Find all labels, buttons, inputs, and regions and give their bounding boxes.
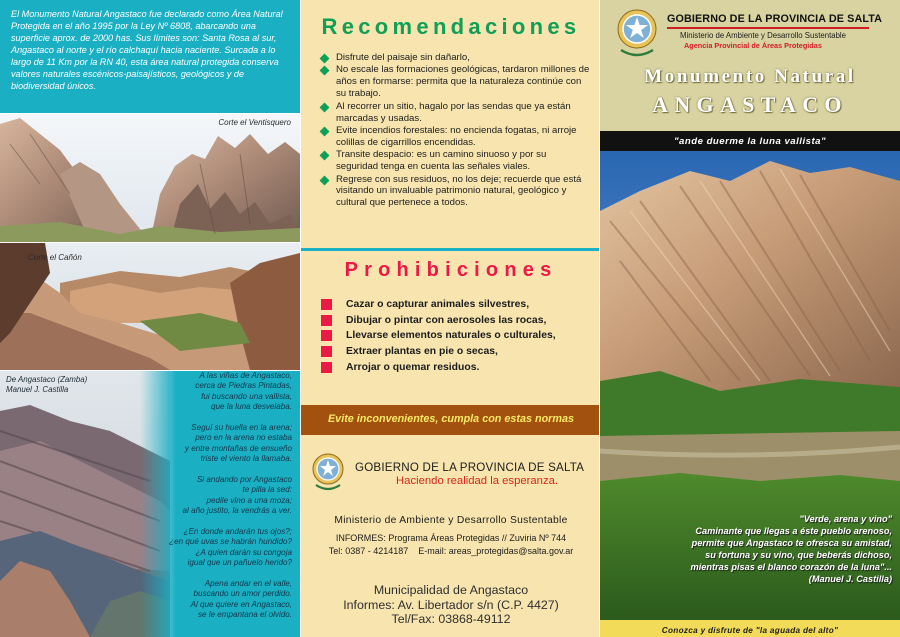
cover-footer-text: Conozca y disfrute de "la aguada del alto" — [661, 626, 839, 635]
intro-box — [0, 0, 300, 113]
verse-line: Caminante que llegas a éste pueblo arenoso, — [695, 526, 892, 537]
list-item — [321, 64, 591, 100]
list-item — [321, 360, 591, 376]
rules-banner — [301, 405, 600, 435]
municipality-phone: Tel/Fax: 03868-49112 — [391, 612, 511, 627]
prohibition-text: Extraer plantas en pie o secas, — [346, 346, 498, 358]
recommendation-text: Regrese con sus residuos, no los deje; recuerde que está visitando un invaluable patrimonio natural, geológico y cultural que pertenece a todos. — [336, 173, 582, 209]
municipality-block — [301, 583, 600, 627]
prohibition-text: Llevarse elementos naturales o culturales, — [346, 330, 556, 342]
ministry-name: Ministerio de Ambiente y Desarrollo Sustentable — [680, 31, 846, 40]
poem-line: Si andando por Angastaco — [196, 475, 292, 485]
section-divider — [301, 248, 600, 251]
government-title: GOBIERNO DE LA PROVINCIA DE SALTA — [355, 461, 585, 474]
poem-line: cerca de Piedras Pintadas, — [195, 381, 292, 391]
prohibition-text: Dibujar o pintar con aerosoles las rocas, — [346, 314, 547, 326]
list-item — [321, 52, 591, 64]
poem-line: al año justito, la vendrás a ver. — [182, 506, 292, 516]
tagline: "ande duerme la luna vallista" — [673, 136, 827, 147]
recommendation-text: Transite despacio: es un camino sinuoso y por su seguridad tenga en cuenta las señales viales. — [336, 149, 547, 173]
recommendation-text: Al recorrer un sitio, hagalo por las sendas que ya están marcadas y usadas. — [336, 100, 571, 124]
poem-line: se le empantana el olvido. — [197, 610, 292, 620]
poem-stanza — [142, 475, 292, 517]
green-diamond-bullet-icon — [320, 126, 330, 136]
monument-name: ANGASTACO — [652, 92, 848, 117]
verse-author: (Manuel J. Castilla) — [808, 574, 892, 585]
poem-line: ¿A quien darán su congoja — [195, 547, 292, 557]
government-slogan: Haciendo realidad la esperanza. — [396, 475, 559, 487]
green-diamond-bullet-icon — [320, 66, 330, 76]
red-square-bullet-icon — [321, 330, 332, 341]
list-item — [321, 125, 591, 149]
recommendations-list — [321, 52, 591, 210]
informes-line: INFORMES: Programa Áreas Protegidas // Zuviria Nº 744 — [335, 533, 567, 543]
rock-landscape-illustration — [0, 114, 300, 242]
salta-seal-icon — [311, 451, 345, 495]
government-title: GOBIERNO DE LA PROVINCIA DE SALTA — [667, 13, 883, 25]
poem-line: Apena andar en el valle, — [204, 579, 292, 589]
poem-stanza — [142, 423, 292, 465]
poem-box — [140, 371, 300, 637]
green-diamond-bullet-icon — [320, 175, 330, 185]
verse-line: su fortuna y su vino, que beberás dichoso, — [705, 550, 892, 561]
prohibition-text: Arrojar o quemar residuos. — [346, 361, 480, 373]
red-square-bullet-icon — [321, 362, 332, 373]
poem-line: pero en la arena no estaba — [195, 433, 292, 443]
poem-line: triste el viento la llamaba. — [200, 454, 292, 464]
intro-text: El Monumento Natural Angastaco fue declarado como Área Natural Protegida en el año 1995 por la Ley Nº 6808, abarcando una superficie aprox. de 2000 has. Sus límites son: Santa Rosa al sur, Angastaco al norte y el río calchaquí hacia naciente. Surcada a lo largo de 11 Km por la RN 40, esta área natural protegida conserva valores naturales escénicos-paisajísticos, geológicos y de biodiversidad únicos. — [11, 9, 283, 91]
poem-stanza — [142, 579, 292, 621]
prohibitions-list — [321, 297, 591, 376]
poem-text — [142, 371, 292, 631]
canyon-landscape-illustration — [0, 243, 300, 370]
poem-line: te pilla la sed: — [242, 485, 292, 495]
cover-footer-bar — [600, 620, 900, 637]
poem-credit-title: De Angastaco (Zamba) — [6, 375, 88, 384]
caption-ventisquero: Corte el Ventisquero — [218, 118, 291, 127]
contact-line: Tel: 0387 - 4214187 E-mail: areas_protegidas@salta.gov.ar — [328, 545, 574, 556]
monument-title: Monumento Natural — [644, 66, 856, 87]
salta-seal-icon — [615, 6, 659, 60]
poem-line: Seguí su huella en la arena; — [191, 423, 292, 433]
poem-line: y entre montañas de ensueño — [184, 443, 292, 453]
recommendation-text: Evite incendios forestales: no encienda fogatas, ni arroje colillas de cigarrillos encendidas. — [336, 124, 577, 148]
poem-line: ¿en qué uvas se habrán hundido? — [169, 537, 292, 547]
green-diamond-bullet-icon — [320, 151, 330, 161]
tagline-bar — [600, 131, 900, 151]
list-item — [321, 344, 591, 360]
red-square-bullet-icon — [321, 315, 332, 326]
prohibitions-title: Prohibiciones — [344, 259, 558, 281]
list-item — [321, 328, 591, 344]
recommendation-text: No escale las formaciones geológicas, tardaron millones de años en formarse: permita que la naturaleza continúe con su trabajo. — [336, 64, 590, 100]
list-item — [321, 313, 591, 329]
verse-title: "Verde, arena y vino" — [799, 514, 892, 524]
red-square-bullet-icon — [321, 346, 332, 357]
poem-line: Al que quiere en Angastaco, — [190, 599, 292, 609]
verse-line: mientras pisas el blanco corazón de la luna"... — [690, 562, 892, 573]
municipality-address: Informes: Av. Libertador s/n (C.P. 4427) — [343, 597, 559, 612]
green-diamond-bullet-icon — [320, 102, 330, 112]
middle-panel — [300, 0, 600, 637]
list-item — [321, 101, 591, 125]
list-item — [321, 297, 591, 313]
poem-credit-author: Manuel J. Castilla — [6, 385, 69, 394]
poem-line: que la luna desvelaba. — [210, 402, 292, 412]
poem-line: fui buscando una vallista, — [201, 391, 292, 401]
poem-line: pedile vino a una moza; — [206, 495, 292, 505]
municipality-name: Municipalidad de Angastaco — [373, 583, 529, 597]
poem-stanza — [142, 527, 292, 569]
list-item — [321, 149, 591, 173]
title-underline — [667, 27, 869, 29]
recommendation-text: Disfrute del paisaje sin dañarlo, — [336, 52, 470, 63]
red-square-bullet-icon — [321, 299, 332, 310]
rules-banner-text: Evite inconvenientes, cumpla con estas normas — [327, 413, 574, 425]
photo-corte-ventisquero — [0, 114, 300, 242]
ministry-name: Ministerio de Ambiente y Desarrollo Sustentable — [334, 515, 568, 526]
poem-credit — [6, 375, 87, 395]
caption-canon: Corte el Cañón — [28, 253, 82, 262]
right-panel-cover — [600, 0, 900, 637]
poem-line: buscando un amor perdido. — [193, 589, 292, 599]
photo-corte-canon — [0, 243, 300, 370]
verse-line: permite que Angastaco te ofresca su amistad, — [691, 538, 892, 549]
poem-stanza — [142, 371, 292, 413]
list-item — [321, 174, 591, 210]
verse-block — [632, 513, 892, 586]
left-panel — [0, 0, 300, 637]
agency-name: Agencia Provincial de Áreas Protegidas — [684, 41, 822, 50]
government-contact-block — [301, 437, 600, 637]
poem-line: ¿En donde andarán tus ojos?; — [183, 527, 292, 537]
green-diamond-bullet-icon — [320, 54, 330, 64]
poem-line: igual que un pañuelo herido? — [187, 558, 292, 568]
poem-line: A las viñas de Angastaco, — [199, 371, 292, 380]
informes-block — [301, 532, 600, 557]
prohibition-text: Cazar o capturar animales silvestres, — [346, 299, 530, 310]
recommendations-title: Recomendaciones — [321, 14, 581, 39]
